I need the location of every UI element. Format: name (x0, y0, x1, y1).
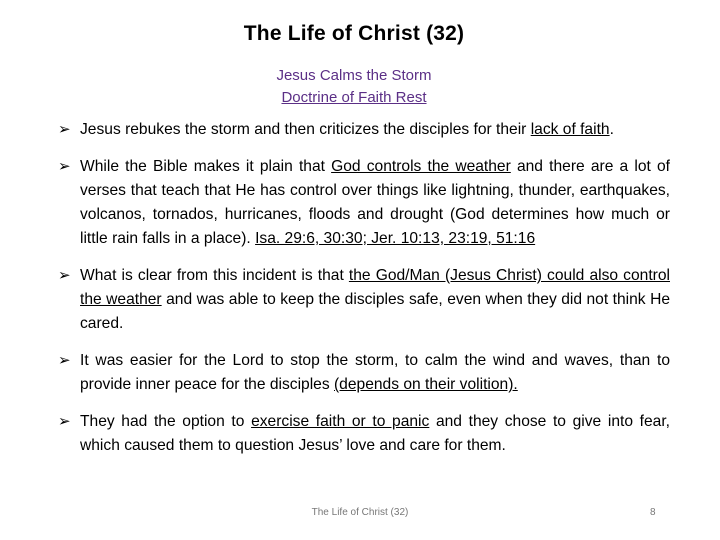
bullet-text (80, 155, 670, 251)
bullet-text-part: and they chose to give into fear, which caused them to question Jesus’ love and care for them. (80, 413, 670, 454)
bullet-underlined: the God/Man (Jesus Christ) could also control the weather (80, 267, 670, 308)
bullet-text-part: What is clear from this incident is that (80, 267, 349, 284)
bullet-underlined: lack of faith (530, 121, 610, 138)
bullet-text-part: and there are a lot of verses that teach that He has control over things like lightning, thunder, earthquakes, volcanos, tornados, hurricanes, floods and drought (God determines how much or little rain falls in a place). (80, 158, 670, 247)
bullet-text-part: It was easier for the Lord to stop the storm, to calm the wind and waves, than to provide inner peace for the disciples (80, 352, 670, 393)
bullet-list (58, 118, 670, 471)
arrow-bullet-icon: ➢ (58, 121, 71, 138)
bullet-item (58, 155, 670, 251)
bullet-text (80, 349, 670, 397)
bullet-text-part: They had the option to (80, 413, 252, 430)
arrow-bullet-icon: ➢ (58, 413, 71, 430)
arrow-bullet-icon: ➢ (58, 352, 71, 369)
bullet-text (80, 118, 670, 142)
footer-label: The Life of Christ (32) (311, 507, 409, 518)
bullet-text-part: and was able to keep the disciples safe, even when they did not think He cared. (80, 291, 670, 332)
bullet-item (58, 349, 670, 397)
bullet-item (58, 264, 670, 336)
bullet-underlined: exercise faith or to panic (251, 413, 430, 430)
bullet-text-part: While the Bible makes it plain that (80, 158, 332, 175)
bullet-underlined: (depends on their volition). (333, 376, 518, 393)
page-number: 8 (650, 507, 656, 518)
bullet-text-part: . (609, 121, 614, 138)
bullet-underlined: God controls the weather (331, 158, 511, 175)
bullet-item (58, 410, 670, 458)
bullet-text (80, 264, 670, 336)
bullet-text (80, 410, 670, 458)
arrow-bullet-icon: ➢ (58, 158, 71, 175)
bullet-item (58, 118, 670, 142)
scripture-reference: Isa. 29:6, 30:30; Jer. 10:13, 23:19, 51:16 (255, 230, 536, 247)
doctrine-heading: Doctrine of Faith Rest (281, 89, 427, 106)
slide-subtitle: Jesus Calms the Storm (276, 67, 432, 84)
slide-title: The Life of Christ (32) (243, 22, 465, 45)
arrow-bullet-icon: ➢ (58, 267, 71, 284)
bullet-text-part: Jesus rebukes the storm and then criticizes the disciples for their (80, 121, 531, 138)
